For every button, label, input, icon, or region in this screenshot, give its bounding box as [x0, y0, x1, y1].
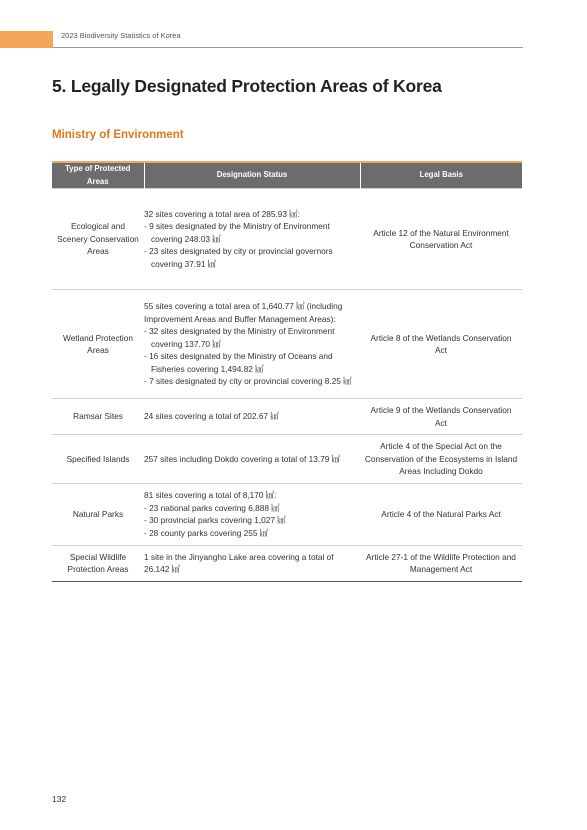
table-row — [52, 189, 522, 290]
running-header: 2023 Biodiversity Statistics of Korea — [61, 31, 181, 40]
table-row — [52, 290, 522, 399]
cell-basis: Article 4 of the Special Act on the Conservation of the Ecosystems in Island Areas Including Dokdo — [360, 435, 522, 484]
cell-basis: Article 4 of the Natural Parks Act — [360, 483, 522, 545]
cell-status — [144, 189, 360, 290]
table-row — [52, 399, 522, 435]
cell-basis: Article 9 of the Wetlands Conservation Act — [360, 399, 522, 435]
cell-status — [144, 399, 360, 435]
status-line: 55 sites covering a total area of 1,640.77 ㎢ (including Improvement Areas and Buffer Management Areas): — [144, 301, 343, 324]
column-header-type: Type of Protected Areas — [52, 162, 144, 189]
status-line: 1 site in the Jinyangho Lake area covering a total of 26.142 ㎢ — [144, 551, 334, 574]
header-accent-bar — [0, 31, 53, 48]
cell-status — [144, 435, 360, 484]
status-line: - 9 sites designated by the Ministry of Environment covering 248.03 ㎢ — [144, 221, 330, 244]
status-line: 257 sites including Dokdo covering a total of 13.79 ㎢ — [144, 453, 341, 464]
cell-type: Ecological and Scenery Conservation Areas — [52, 189, 144, 290]
column-header-status: Designation Status — [144, 162, 360, 189]
header-rule — [53, 47, 523, 48]
cell-status — [144, 545, 360, 581]
page-number: 132 — [52, 794, 67, 804]
cell-type: Special Wildlife Protection Areas — [52, 545, 144, 581]
table-row — [52, 545, 522, 581]
section-title: Ministry of Environment — [52, 129, 184, 141]
page-title: 5. Legally Designated Protection Areas of Korea — [52, 76, 442, 96]
cell-basis: Article 8 of the Wetlands Conservation Act — [360, 290, 522, 399]
column-header-basis: Legal Basis — [360, 162, 522, 189]
status-line: 24 sites covering a total of 202.67 ㎢ — [144, 411, 279, 422]
cell-type: Specified Islands — [52, 435, 144, 484]
table-row — [52, 483, 522, 545]
status-line: - 32 sites designated by the Ministry of Environment covering 137.70 ㎢ — [144, 326, 335, 349]
status-line: - 16 sites designated by the Ministry of Oceans and Fisheries covering 1,494.82 ㎢ — [144, 351, 333, 374]
status-line: 81 sites covering a total of 8,170 ㎢: — [144, 490, 277, 500]
cell-basis: Article 12 of the Natural Environment Conservation Act — [360, 189, 522, 290]
table-row — [52, 435, 522, 484]
cell-basis: Article 27-1 of the Wildlife Protection and Management Act — [360, 545, 522, 581]
status-line: - 23 national parks covering 6,888 ㎢ — [144, 502, 280, 513]
cell-status — [144, 483, 360, 545]
status-line: - 30 provincial parks covering 1,027 ㎢ — [144, 515, 286, 525]
cell-type: Ramsar Sites — [52, 399, 144, 435]
status-line: - 7 sites designated by city or provincial covering 8.25 ㎢ — [144, 376, 352, 387]
cell-status — [144, 290, 360, 399]
table-header-row — [52, 162, 522, 189]
protection-areas-table — [52, 161, 522, 582]
cell-type: Wetland Protection Areas — [52, 290, 144, 399]
cell-type: Natural Parks — [52, 483, 144, 545]
status-line: - 23 sites designated by city or provincial governors covering 37.91 ㎢ — [144, 246, 333, 269]
status-line: - 28 county parks covering 255 ㎢ — [144, 527, 269, 538]
status-line: 32 sites covering a total area of 285.93 ㎢: — [144, 208, 300, 219]
